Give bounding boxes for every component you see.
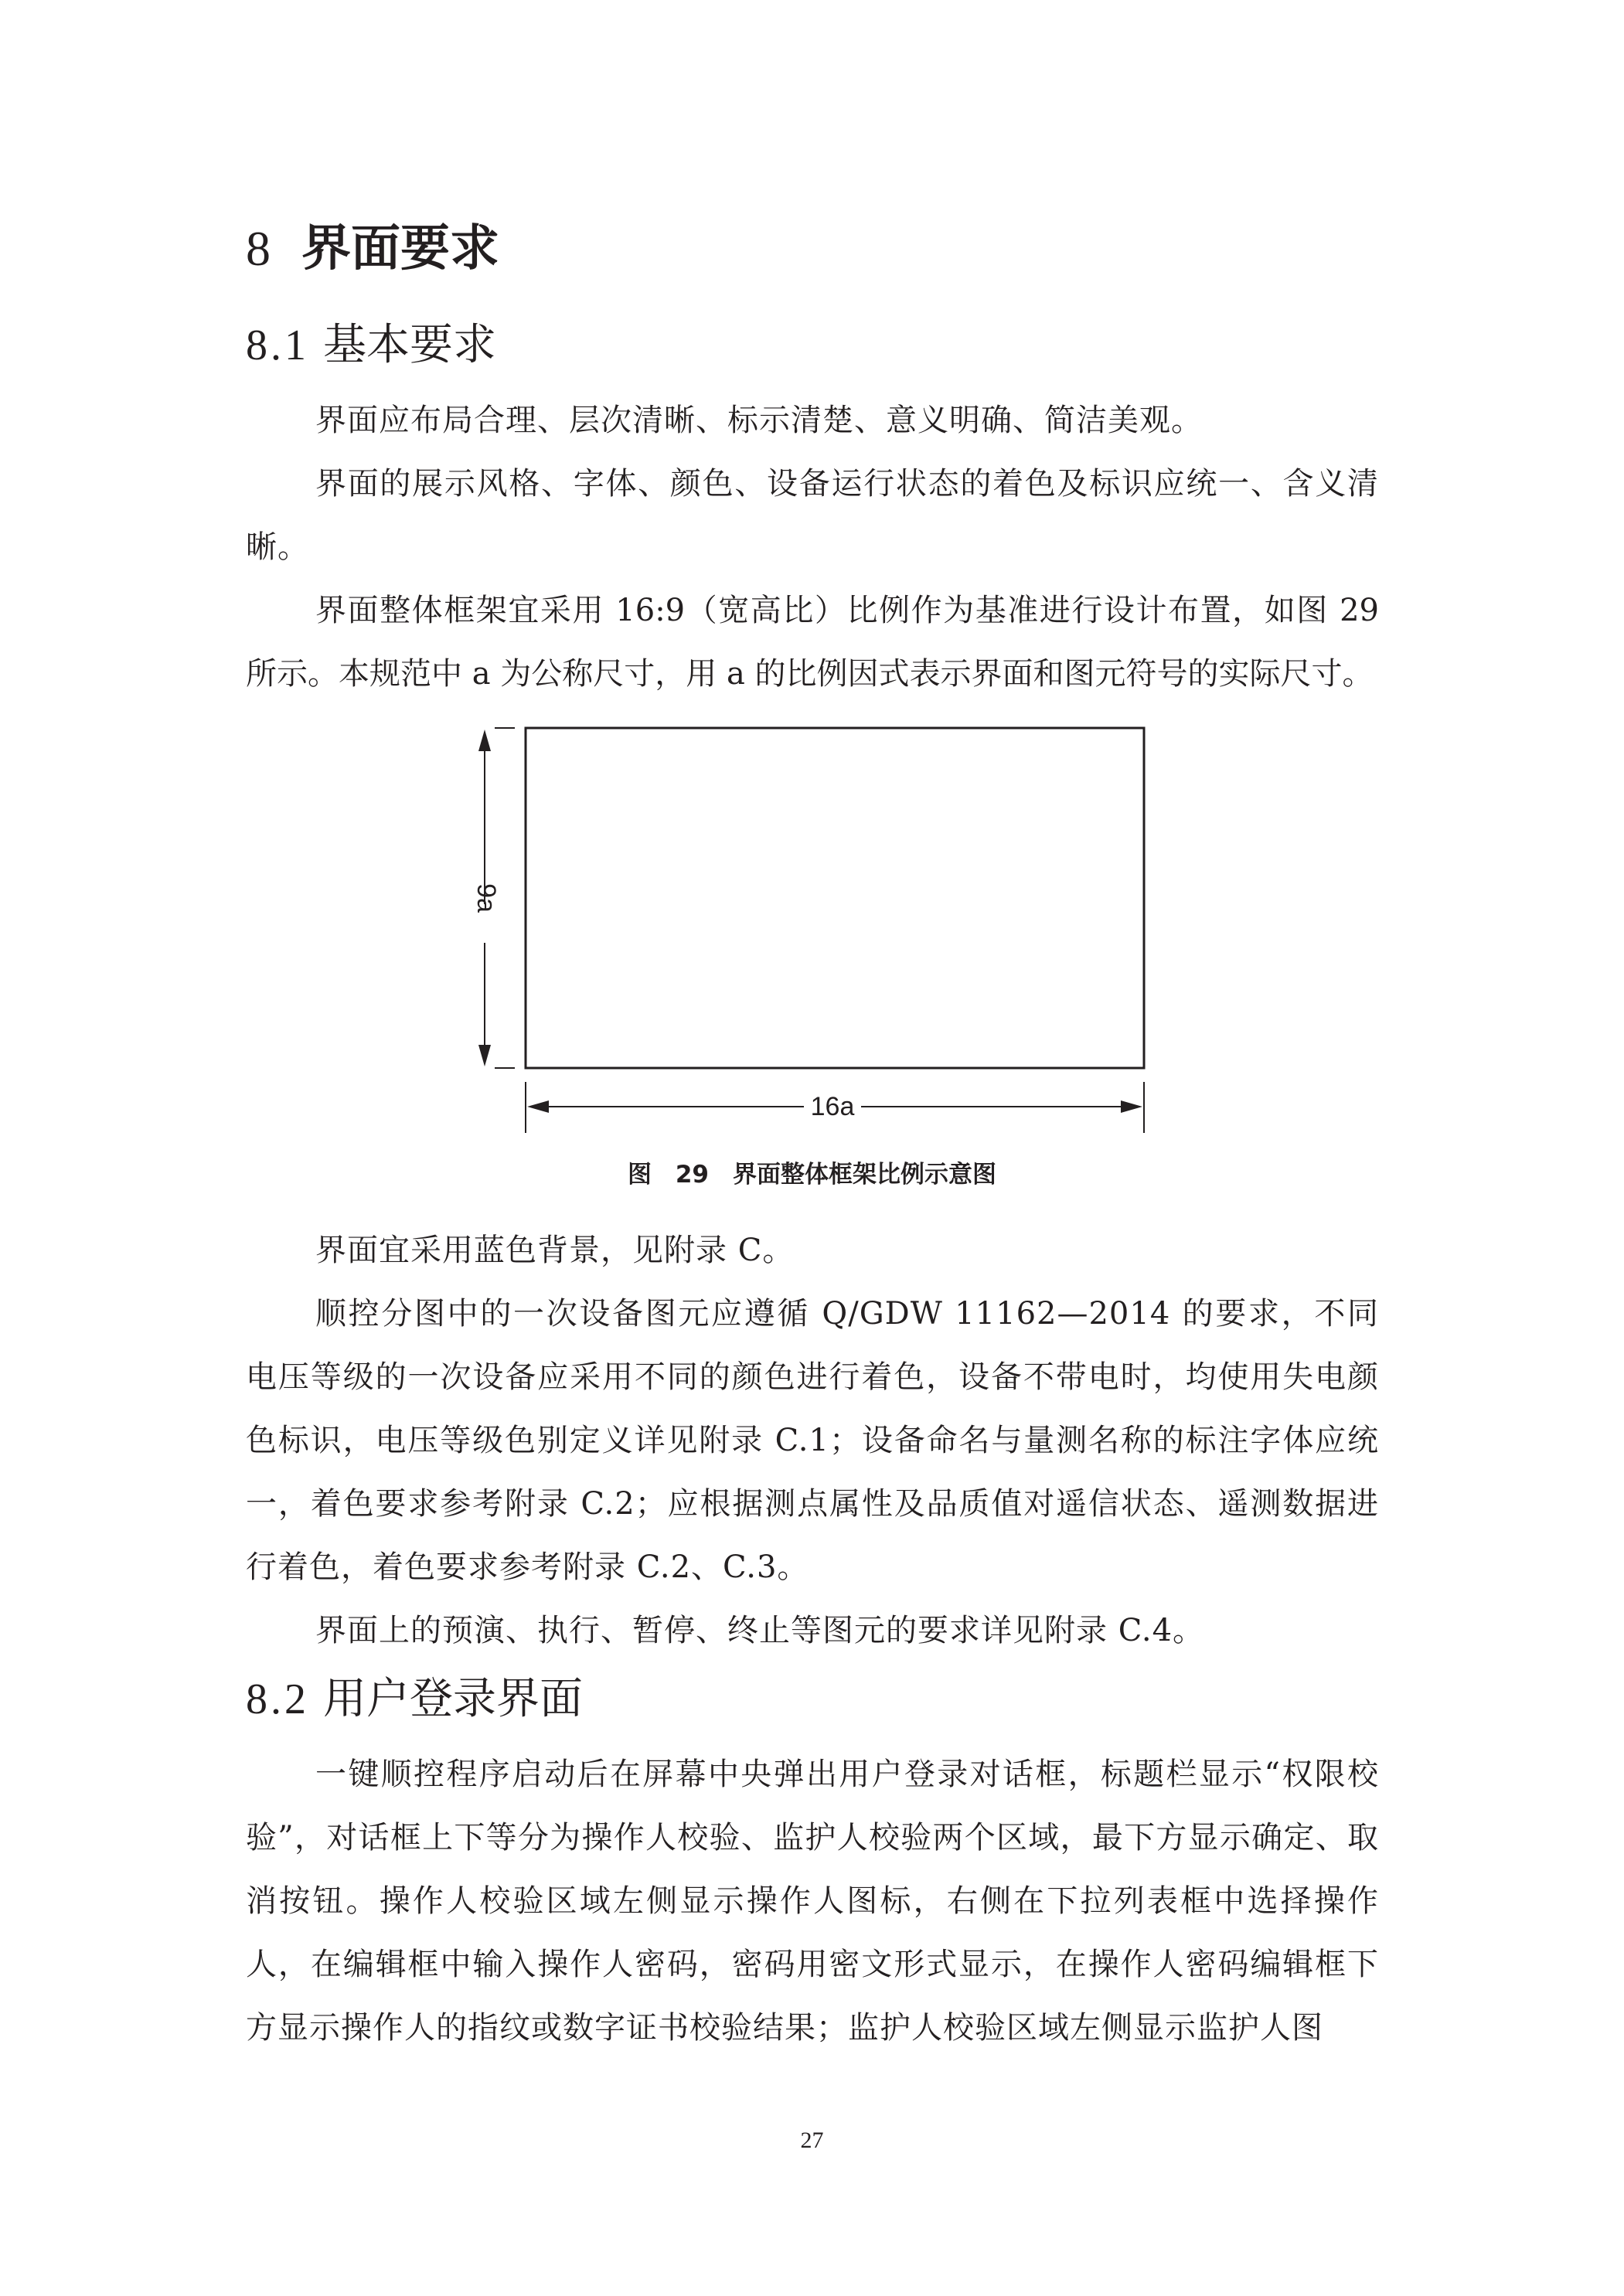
figure-caption: 图 29 界面整体框架比例示意图: [628, 1161, 996, 1189]
arrow-right-icon: [1121, 1100, 1142, 1113]
page-number: 27: [800, 2128, 824, 2153]
chapter-title: 界面要求: [301, 220, 499, 277]
chapter-number: 8: [246, 221, 271, 276]
height-label: 9a: [472, 883, 502, 913]
section-title: 基本要求: [323, 320, 496, 370]
paragraph: 一键顺控程序启动后在屏幕中央弹出用户登录对话框，标题栏显示“权限校验”，对话框上下等分为操作人校验、监护人校验两个区域，最下方显示确定、取消按钮。操作人校验区域左侧显示操作人图标，右侧在下拉列表框中选择操作人，在编辑框中输入操作人密码，密码用密文形式显示，在操作人密码编辑框下方显示操作人的指纹或数字证书校验结果；监护人校验区域左侧显示监护人图: [246, 1757, 1379, 2046]
aspect-ratio-diagram: [464, 719, 1159, 1136]
section-number: 8.2: [246, 1675, 309, 1723]
paragraph: 界面整体框架宜采用 16:9（宽高比）比例作为基准进行设计布置，如图 29 所示。本规范中 a 为公称尺寸，用 a 的比例因式表示界面和图元符号的实际尺寸。: [246, 593, 1379, 692]
chapter-heading: [246, 218, 499, 280]
width-label: 16a: [810, 1091, 855, 1121]
frame-rectangle: [526, 728, 1144, 1068]
arrow-down-icon: [478, 1045, 491, 1066]
paragraph: 界面宜采用蓝色背景，见附录 C。: [315, 1233, 795, 1268]
paragraph: 界面上的预演、执行、暂停、终止等图元的要求详见附录 C.4。: [315, 1613, 1205, 1648]
section-heading-8-1: [246, 318, 496, 372]
paragraph: 界面应布局合理、层次清晰、标示清楚、意义明确、简洁美观。: [315, 403, 1203, 438]
arrow-up-icon: [478, 730, 491, 751]
section-title: 用户登录界面: [323, 1674, 583, 1724]
section-heading-8-2: [246, 1672, 583, 1726]
arrow-left-icon: [527, 1100, 549, 1113]
paragraph: 界面的展示风格、字体、颜色、设备运行状态的着色及标识应统一、含义清晰。: [246, 466, 1379, 565]
paragraph: 顺控分图中的一次设备图元应遵循 Q/GDW 11162—2014 的要求，不同电压等级的一次设备应采用不同的颜色进行着色，设备不带电时，均使用失电颜色标识，电压等级色别定义详见附录 C.1；设备命名与量测名称的标注字体应统一，着色要求参考附录 C.2；应根据测点属性及品质值对遥信状态、遥测数据进行着色，着色要求参考附录 C.2、C.3。: [246, 1296, 1379, 1585]
section-number: 8.1: [246, 321, 309, 369]
